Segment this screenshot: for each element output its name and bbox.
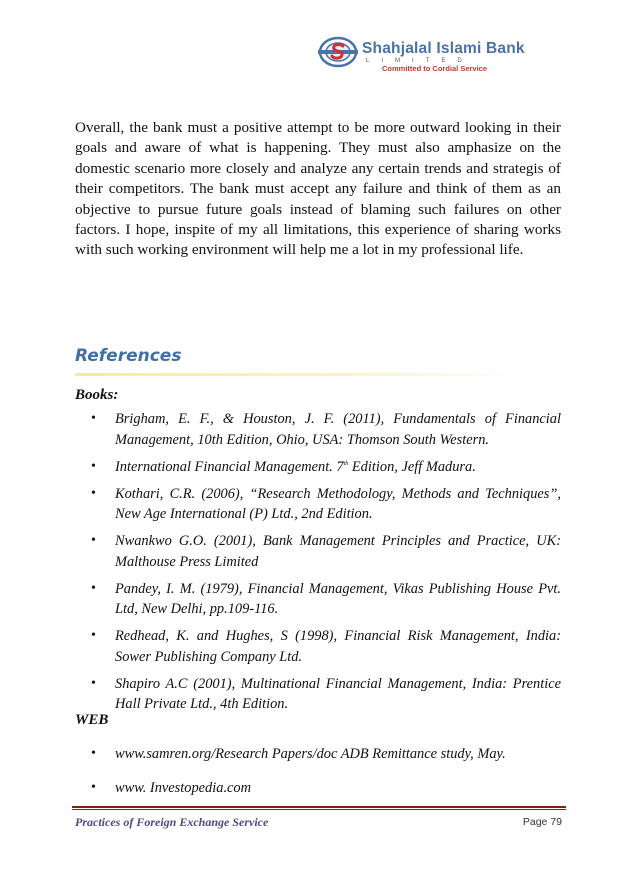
bullet-icon: • xyxy=(91,628,96,643)
bullet-icon: • xyxy=(91,533,96,548)
book-reference: • Kothari, C.R. (2006), “Research Methodology, Methods and Techniques”, New Age International (P) Ltd., 2nd Edition. xyxy=(91,485,561,522)
book-reference: • Brigham, E. F., & Houston, J. F. (2011), Fundamentals of Financial Management, 10th Edition, Ohio, USA: Thomson South Western. xyxy=(91,411,561,448)
bank-logo-icon xyxy=(318,36,358,68)
bullet-icon: • xyxy=(91,675,96,691)
bullet-icon: • xyxy=(91,779,96,795)
books-list xyxy=(75,409,561,721)
book-reference: • Shapiro A.C (2001), Multinational Financial Management, India: Prentice Hall Private Ltd., 4th Edition. xyxy=(91,675,561,712)
books-label: Books: xyxy=(75,387,119,403)
bank-tagline: Committed to Cordial Service xyxy=(382,64,488,73)
book-reference: • International Financial Management. 7th Edition, Jeff Madura. xyxy=(75,457,561,478)
footer-rule xyxy=(72,806,566,808)
bullet-icon: • xyxy=(91,411,96,426)
book-reference: • Nwankwo G.O. (2001), Bank Management Principles and Practice, UK: Malthouse Press Limited xyxy=(91,533,561,570)
web-label: WEB xyxy=(75,712,109,728)
bullet-icon: • xyxy=(91,746,96,761)
references-heading: References xyxy=(75,346,182,366)
bullet-icon: • xyxy=(91,458,96,474)
bank-suffix: LIMITED xyxy=(366,58,474,64)
bank-logo xyxy=(318,34,558,74)
book-reference: • Redhead, K. and Hughes, S (1998), Financial Risk Management, India: Sower Publishing Company Ltd. xyxy=(91,628,561,665)
page-number: Page 79 xyxy=(522,816,562,828)
web-reference: • www. Investopedia.com xyxy=(75,778,561,799)
bank-name: Shahjalal Islami Bank xyxy=(362,40,525,57)
web-list xyxy=(75,744,561,811)
references-underline xyxy=(75,373,515,376)
footer-rule-thin xyxy=(72,809,566,810)
book-reference: • Pandey, I. M. (1979), Financial Management, Vikas Publishing House Pvt. Ltd, New Delhi, pp.109-116. xyxy=(91,580,561,617)
bullet-icon: • xyxy=(91,485,96,501)
bullet-icon: • xyxy=(91,580,96,596)
conclusion-paragraph: Overall, the bank must a positive attempt to be more outward looking in their goals and aware of what is happening. They must also amphasize on the domestic scenario more closely and analyze any certain trends and strategis of their competitors. The bank must accept any failure and think of them as an objective to pursue future goals instead of blaming such failures on other factors. I hope, inspite of my all limitations, this experience of sharing works with such working environment will help me a lot in my professional life. xyxy=(75,119,561,259)
footer-document-title: Practices of Foreign Exchange Service xyxy=(75,815,269,829)
web-reference: • www.samren.org/Research Papers/doc ADB Remittance study, May. xyxy=(75,744,561,765)
